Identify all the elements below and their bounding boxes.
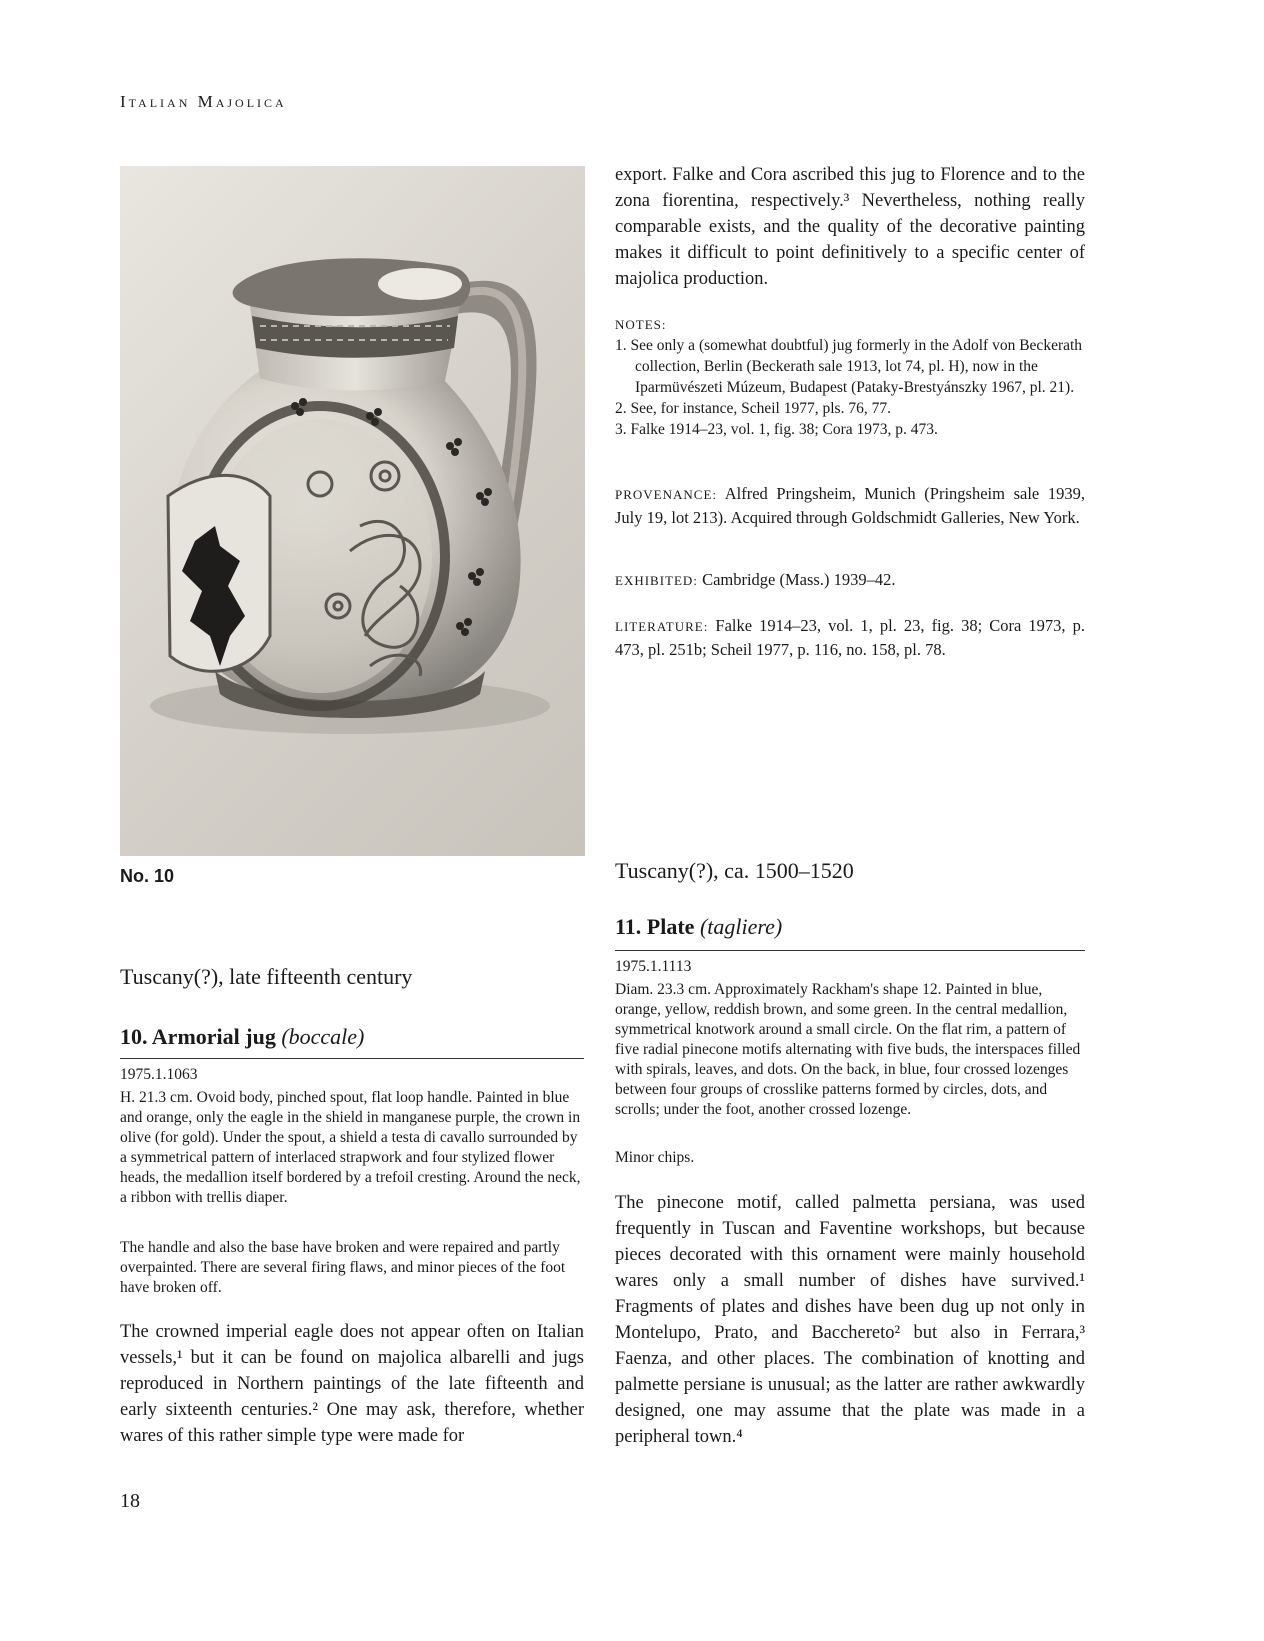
entry10-commentary: The crowned imperial eagle does not appear often on Italian vessels,¹ but it can be found on majolica albarelli and jugs reproduced in Northern paintings of the late fifteenth and early sixteenth centuries.² One may ask, therefore, whether wares of this rather simple type were made for: [120, 1322, 584, 1446]
entry10-condition: The handle and also the base have broken and were repaired and partly overpainted. There are several firing flaws, and minor pieces of the foot have broken off.: [120, 1239, 566, 1296]
exhibited: [615, 568, 1085, 592]
entry11-title-text: 11. Plate: [615, 914, 695, 939]
entry10-commentary-continued: export. Falke and Cora ascribed this jug to Florence and to the zona fiorentina, respectively.³ Nevertheless, nothing really comparable exists, and the quality of the decorative painting makes it difficult to point definitively to a specific center of majolica production.: [615, 165, 1085, 289]
running-head: Italian Majolica: [120, 92, 287, 111]
literature: [615, 614, 1085, 661]
entry11-title: [615, 914, 1085, 940]
entry10-title-text: 10. Armorial jug: [120, 1024, 276, 1049]
entry10-description: H. 21.3 cm. Ovoid body, pinched spout, flat loop handle. Painted in blue and orange, only the eagle in the shield in manganese purple, the crown in olive (for gold). Under the spout, a shield a testa di cavallo surrounded by a symmetrical pattern of interlaced strapwork and four stylized flower heads, the medallion itself bordered by a trefoil cresting. Around the neck, a ribbon with trellis diaper.: [120, 1089, 581, 1206]
page-number: 18: [120, 1490, 140, 1512]
note-item: 2. See, for instance, Scheil 1977, pls. 76, 77.: [615, 400, 891, 417]
entry11-rule: [615, 950, 1085, 951]
entry11-origin: Tuscany(?), ca. 1500–1520: [615, 858, 854, 883]
notes-heading: NOTES:: [615, 317, 667, 332]
jug-photograph: [120, 166, 585, 856]
entry11-commentary: The pinecone motif, called palmetta persiana, was used frequently in Tuscan and Faventine workshops, but because pieces decorated with this ornament were mainly household wares only a small number of dishes have survived.¹ Fragments of plates and dishes have been dug up not only in Montelupo, Prato, and Bacchereto² but also in Ferrara,³ Faenza, and other places. The combination of knotting and palmette persiane is unusual; as the latter are rather awkwardly designed, one may assume that the plate was made in a peripheral town.⁴: [615, 1193, 1085, 1447]
entry10-accession: 1975.1.1063: [120, 1066, 198, 1083]
entry11-title-italic: (tagliere): [699, 914, 783, 939]
literature-label: LITERATURE:: [615, 619, 709, 634]
provenance-text: Alfred Pringsheim, Munich (Pringsheim sale 1939, July 19, lot 213). Acquired through Goldschmidt Galleries, New York.: [615, 484, 1085, 527]
entry10-title-italic: (boccale): [281, 1024, 365, 1049]
literature-text: Falke 1914–23, vol. 1, pl. 23, fig. 38; Cora 1973, p. 473, pl. 251b; Scheil 1977, p. 116, no. 158, pl. 78.: [615, 616, 1085, 659]
jug-illustration: [120, 166, 585, 856]
exhibited-text: Cambridge (Mass.) 1939–42.: [702, 570, 896, 589]
figure-label: No. 10: [120, 866, 175, 886]
entry10-title: [120, 1024, 584, 1050]
entry10-rule: [120, 1058, 584, 1059]
provenance: [615, 482, 1085, 529]
entry11-condition: Minor chips.: [615, 1149, 695, 1166]
entry11-description: Diam. 23.3 cm. Approximately Rackham's shape 12. Painted in blue, orange, yellow, reddish brown, and some green. In the central medallion, symmetrical knotwork around a small circle. On the flat rim, a pattern of five radial pinecone motifs alternating with five buds, the interspaces filled with spirals, leaves, and dots. On the back, in blue, four crossed lozenges between four groups of crosslike patterns formed by circles, dots, and scrolls; under the foot, another crossed lozenge.: [615, 981, 1081, 1118]
entry10-origin: Tuscany(?), late fifteenth century: [120, 964, 413, 989]
exhibited-label: EXHIBITED:: [615, 573, 698, 588]
notes-section: [615, 314, 1085, 440]
note-item: 3. Falke 1914–23, vol. 1, fig. 38; Cora 1973, p. 473.: [615, 421, 938, 438]
provenance-label: PROVENANCE:: [615, 487, 718, 502]
entry11-accession: 1975.1.1113: [615, 958, 692, 975]
note-item: 1. See only a (somewhat doubtful) jug formerly in the Adolf von Beckerath collection, Berlin (Beckerath sale 1913, lot 74, pl. H), now in the Iparmüvészeti Múzeum, Budapest (Pataky-Brestyánszky 1967, pl. 21).: [615, 337, 1083, 396]
